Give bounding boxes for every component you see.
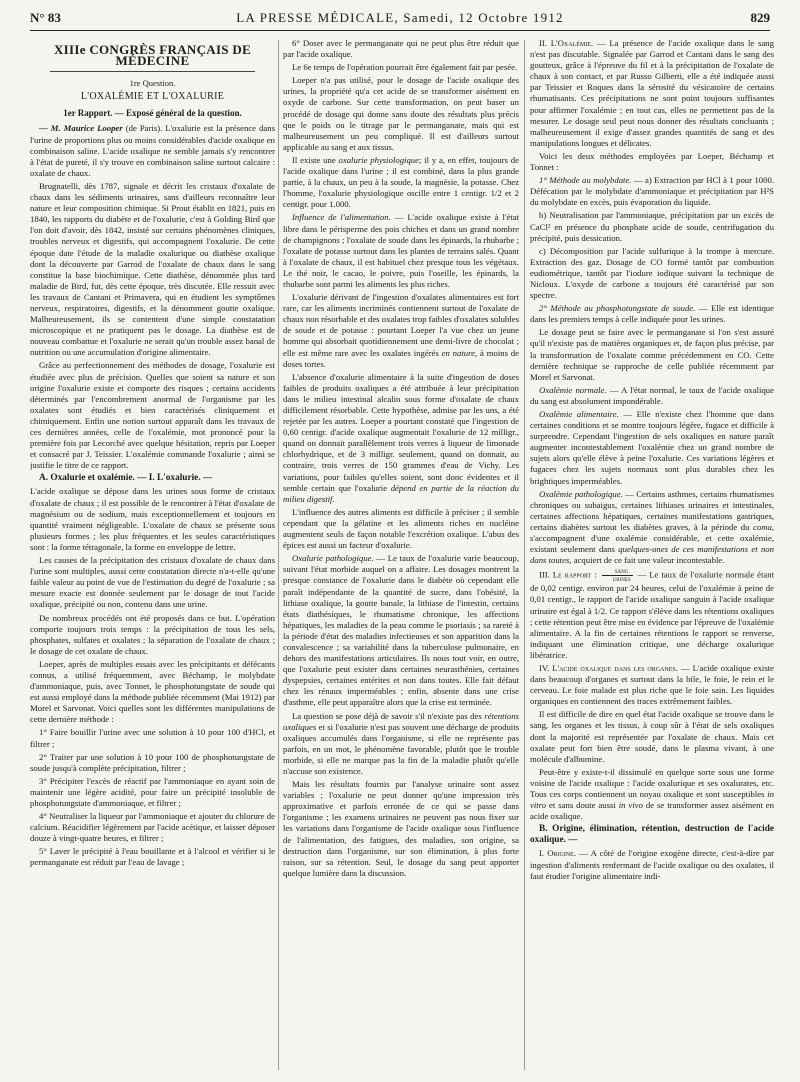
paragraph: Le dosage peut se faire avec le permanganate si l'on s'est assuré qu'il n'existe pas de matières organiques et, de façon plus précise, par la transformation de l'oxalate comme précédemment en CO. Cette dernière technique se rapproche de celle publiée récemment par Morel et Sarvonat. (530, 327, 774, 382)
paragraph: Il existe une oxalurie physiologique; il y a, en effet, toujours de l'acide oxalique dans l'urine ; il est combiné, dans la plus grande partie, à la chaux, un peu à la soude, la magnésie, la potasse. Chez l'homme, l'oxalurie physiologique oscille entre 1 centigr. 1/2 et 2 centigr. pour 1.000. (283, 154, 519, 210)
publication-title: LA PRESSE MÉDICALE, Samedi, 12 Octobre 1912 (236, 10, 564, 25)
column-divider (524, 40, 525, 1070)
paragraph: Les causes de la précipitation des cristaux d'oxalate de chaux dans l'urine sont multiples, aussi cette constatation directe n'a-t-elle qu'une faible valeur au point de vue de l'estimation du degré de l'oxalurie ; sa mesure exacte est donnée seulement par le dosage de tout l'acide oxalique, précipité ou non, contenu dans une urine. (30, 555, 275, 610)
section-heading: B. Origine, élimination, rétention, destruction de l'acide oxalique. — (530, 824, 774, 846)
paragraph: Le 6e temps de l'opération pourrait être également fait par pesée. (292, 62, 518, 73)
column-1 (30, 38, 275, 1078)
page-header (30, 8, 770, 31)
subsection-head: II. L'Oxalémie. (539, 38, 594, 48)
column-2 (283, 38, 519, 1078)
title-rule (50, 71, 255, 72)
question-title: L'OXALÉMIE ET L'OXALURIE (80, 91, 225, 103)
paragraph: Influence de l'alimentation. — L'acide oxalique existe à l'état libre dans le périsperme des pois chiches et dans un grand nombre de champignons ; l'oxalate de soude dans les épinards, la rhubarbe ; l'oxalate de potasse surtout dans les plantes de terrains salés. Quant à l'oxalate de chaux, il est habituel chez presque tous les végétaux. Le thé noir, le cacao, le poivre, puis l'oseille, les épinards, la rhubarbe sont parmi les aliments les plus riches. (283, 212, 519, 289)
method-step: 4° Neutraliser la liqueur par l'ammoniaque et ajouter du chlorure de calcium. Réacidifier légèrement par l'acide acétique, et laisser déposer douze à vingt-quatre heures, et filtrer ; (30, 811, 275, 844)
ratio-fraction: $\frac{\text{sang}}{\text{urines}}$ (602, 568, 633, 583)
question-number: 1re Question. (129, 78, 176, 89)
paragraph: De nombreux procédés ont été proposés dans ce but. L'opération comporte toujours trois temps : la précipitation de tous les sels, phosphates, sulfates et oxalates ; la séparation de l'oxalate de chaux ; le dosage de cet oxalate de chaux. (30, 612, 275, 656)
paragraph: II. L'Oxalémie. — La présence de l'acide oxalique dans le sang n'est pas discutable. Signalée par Garrod et Cantani dans le sang des goutteux, grâce à l'épreuve du fil et à la précipitation de l'oxalate de chaux à son contact, et par Russo Gilberti, elle a été indiquée aussi par Teissier et Roques dans la sérosité du vésicatoire de certains rhumatisants. Ces précipitations ne sont point toujours suffisantes pour affirmer l'oxalémie ; en tout cas, elles ne permettent pas de la mesurer. Le dosage seul peut nous donner des résultats concluants ; malheureusement il exige d'assez grandes quantités de sang et des manipulations longues et délicates. (530, 38, 774, 148)
subsection-head: III. Le rapport : (539, 569, 597, 580)
rapport-label: 1er Rapport. — Exposé général de la question. (63, 108, 242, 119)
paragraph: Oxalémie normale. — A l'état normal, le taux de l'acide oxalique du sang est absolument impondérable. (530, 384, 774, 406)
paragraph: La question se pose déjà de savoir s'il n'existe pas des rétentions oxaliques et si l'oxalurie n'est pas souvent une décharge de produits oxaliques accumulés dans l'organisme, si elle ne représente pas parfois, en un mot, le phénomène favorable, plutôt que le trouble morbide, si elle ne marque pas la fin de la maladie plutôt qu'elle n'accuse son existence. (283, 710, 519, 776)
paragraph: Oxalémie pathologique. — Certains asthmes, certains rhumatismes chroniques ou subaigus, certaines lithiases urinaires et intestinales, certaines affections hépatiques, certaines manifestations gastriques, certains diabètes surtout les diabètes graves, à la période du coma, s'accompagnent d'une oxalémie considérable, et cette oxalémie, existant seulement dans quelques-unes de ces manifestations et non dans toutes, acquiert de ce fait une valeur incontestable. (530, 488, 774, 566)
paragraph: Loeper, après de multiples essais avec les précipitants et défécants connus, a utilisé fréquemment, avec Béchamp, le molybdate d'ammoniaque, puis, avec Tonnet, le phosphotungstate de soude qui est aussi employé dans la méthode publiée récemment (Mai 1912) par Morel et Sarvonat. Voici quelles sont les différentes manipulations de cette dernière méthode : (30, 658, 275, 725)
page-number: 829 (750, 10, 770, 25)
paragraph: L'acide oxalique se dépose dans les urines sous forme de cristaux d'oxalate de chaux ; il est possible de le rencontrer à l'état d'oxalate de magnésium ou de sodium, mais exceptionnellement et toujours en quantité vraiment négligeable. L'oxalate de chaux se présente sous plusieurs formes ; les plus fréquentes et les seules caractéristiques sont : la forme tétragonale, la forme en enveloppe de lettre. (30, 486, 275, 552)
paragraph: — M. Maurice Looper (de Paris). L'oxalurie est la présence dans l'urine de proportions plus ou moins considérables d'acide oxalique en combinaison saline. L'acide oxalique ne semble jamais s'y rencontrer à l'état de pureté, il s'y trouve en combinaison saline surtout calcaire : oxalate de chaux. (30, 123, 275, 178)
method-step: 2° Traiter par une solution à 10 pour 100 de phosphotungstate de soude jusqu'à complète précipitation, filtrer ; (30, 751, 275, 773)
author-name: — M. Maurice Looper (39, 123, 123, 134)
paragraph: Voici les deux méthodes employées par Loeper, Béchamp et Tonnet : (530, 150, 774, 173)
subsection-head: I. Origine. (539, 848, 577, 859)
paragraph: Oxalémie alimentaire. — Elle n'existe chez l'homme que dans certaines conditions et se montre toujours légère, fugace et difficile à surprendre. Cependant l'ingestion de sels oxaliques en nature paraît augmenter incontestablement l'oxalémie chez un grand nombre de sujets alors qu'elle élève à peine l'oxalurie. Ces variations légères et fugaces chez les sujets normaux sont plus durables chez les brightiques imperméables. (530, 409, 774, 486)
paragraph: 2° Méthode au phosphotungstate de soude. — Elle est identique dans les premiers temps à celle indiquée pour les urines. (530, 303, 774, 325)
method-step: 5° Laver le précipité à l'eau bouillante et à l'alcool et vérifier si le permanganate est réduit par l'eau de lavage ; (30, 846, 275, 868)
congress-title: XIIIe CONGRÈS FRANÇAIS DE MÉDECINE (53, 42, 252, 69)
paragraph: 1° Méthode au molybdate. — a) Extraction par HCl à 1 pour 1000. Défécation par le molybdate d'ammoniaque et précipitation par H²S du molybdate en excès, puis évaporation du liquide. (530, 175, 774, 208)
paragraph: L'influence des autres aliments est difficile à préciser ; il semble cependant que la gélatine et les aliments riches en nucléine augmentent seuls de façon notable l'excrétion oxalique. L'abus des épices est aussi un facteur d'oxalurie. (283, 506, 519, 551)
paragraph: Brugnatelli, dès 1787, signale et décrit les cristaux d'oxalate de chaux dans les sédiments urinaires, sans d'ailleurs reconnaître leur nature et leur composition chimique. Si Prout établit en 1821, puis en 1840, les rapports du diabète et de l'oxalurie, c'est à Golding Bird que l'on doit d'avoir, dès 1842, insisté sur certains phénomènes cliniques, troubles nerveux et digestifs, qui accompagnent l'oxalurie. De cette époque date l'étude de la maladie oxalurique ou diathèse oxalique dont la découverte par Garrod de l'oxalate de chaux dans le sang constitue la base biochimique. Cette diathèse, dénommée plus tard maladie de Bird, fut, dès cette époque, très discutée. Elle ressuit avec les travaux de Cantani et Primavera, qui en étudient les symptômes nerveux, respiratoires, digestifs, et la dénomment goutte oxalique. Malheureusement, ils se contentent d'une simple constatation microscopique et ne pratiquent pas le dosage. La diathèse est de nouveau combattue et l'oxalurie ne serait qu'un trouble assez banal de nutrition ou une accumulation d'origine alimentaire. (30, 180, 275, 358)
paragraph: Grâce au perfectionnement des méthodes de dosage, l'oxalurie est étudiée avec plus de précision. Quelles que soient sa nature et son origine l'oxalurie existe et comporte des risques ; certains accidents déterminés par l'encombrement anormal de l'organisme par les oxalates sont étudiés et bien caractérisés cliniquement et chimiquement. Enfin une notion surtout apparaît dans les travaux de ces dernières années, celle de l'oxalémie, mot prononcé pour la première fois par Lecorché avec quelque hésitation, repris par Loeper et consacré par J. Teissier. L'oxalémie commande l'oxalurie ; ainsi se justifie le titre de ce rapport. (30, 360, 275, 471)
paragraph: c) Décomposition par l'acide sulfurique à la trompe à mercure. Extraction des gaz. Dosage de CO formé tantôt par combustion eudiométrique, tantôt par l'iodure iodique suivant la technique de Nicloux. L'oxyde de carbone a toujours été caractérisé par son spectre. (530, 245, 774, 301)
section-heading: A. Oxalurie et oxalémie. — I. L'oxalurie. — (39, 473, 213, 484)
paragraph: Loeper n'a pas utilisé, pour le dosage de l'acide oxalique des urines, la propriété qu'a cet acide de se transformer aisément en oxyde de carbone. Sur cette transformation, on peut baser un procédé de dosage qui donne sans doute des résultats plus précis que le poids ou le titrage par le permanganate, mais qui est malheureusement un peu compliqué. Il est d'ailleurs surtout applicable au sang et aux tissus. (283, 75, 519, 152)
column-3 (530, 38, 774, 1078)
subsection-head: IV. L'acide oxalique dans les organes. (539, 662, 678, 673)
paragraph: Peut-être y existe-t-il dissimulé en quelque sorte sous une forme voisine de l'acide oxalique : l'acide oxalurique et ses oxalurates, etc. Tous ces corps contiennent un noyau oxalique et sont susceptibles in vitro et sans doute aussi in vivo de se transformer assez aisément en acide oxalique. (530, 766, 774, 822)
paragraph: Il est difficile de dire en quel état l'acide oxalique se trouve dans le sang, les organes et les tissus, à coup sûr à l'état de sels oxaliques dont la majorité est représentée par l'oxalate de chaux. Mais cet oxalate peut fort bien être soudé, dans le plasma vivant, à une molécule d'albumine. (530, 709, 774, 764)
method-step: 3° Précipiter l'excès de réactif par l'ammoniaque en ayant soin de maintenir une légère acidité, pour faire un précipité insoluble de phosphotungstate d'ammoniaque, et filtrer ; (30, 775, 275, 808)
paragraph: I. Origine. — A côté de l'origine exogène directe, c'est-à-dire par ingestion d'aliments renfermant de l'acide oxalique ou des oxalates, il faut étudier l'origine alimentaire indi- (530, 848, 774, 881)
paragraph: L'oxalurie dérivant de l'ingestion d'oxalates alimentaires est fort rare, car les aliments incriminés contiennent surtout de l'oxalate de chaux non résorbable et des oxalates trop faibles d'oxalates solubles de soude et de potasse : pourtant Loeper l'a vue chez un jeune homme qui absorbait quotidiennement une demi-livre de chocolat ; elle est même rare avec les oxalates ingérés en nature, à moins de doses tortes. (283, 292, 519, 369)
paragraph: b) Neutralisation par l'ammoniaque, précipitation par un excès de CaCl² en présence du phosphate acide de soude, centrifugation du précipité, puis dessication. (530, 210, 774, 243)
paragraph: L'absence d'oxalurie alimentaire à la suite d'ingestion de doses faibles de produits oxaliques a été attribuée à leur précipitation dans le milieu intestinal alcalin sous forme d'oxalate de chaux difficilement résorbable. Cette hypothèse, admise par les uns, a été rejetée par les autres. Loeper a pourtant constaté que l'ingestion de 0,60 centigr. d'acide oxalique augmentait l'oxalurie de 12 milligr., quand on donnait parallèlement trois verres à liqueur de limonade chlorhydrique, et de 3 milligr. seulement, quand on donnait, au contraire, trois verres de 150 grammes d'eau de Vichy. Les variations, pour faibles qu'elles soient, sont donc évidentes et il semble certain que l'oxalurie dépend en partie de la réaction du milieu digestif. (283, 371, 519, 504)
method-step: 1° Faire bouillir l'urine avec une solution à 10 pour 100 d'HCl, et filtrer ; (30, 727, 275, 749)
paragraph: IV. L'acide oxalique dans les organes. — L'acide oxalique existe dans beaucoup d'organes et surtout dans la bile, le foie, le rein et le cerveau. Le foie malade est plus riche que le foie sain. Les liquides organiques en contiennent des traces extrêmement faibles. (530, 662, 774, 707)
paragraph: III. Le rapport : $\frac{\text{sang}}{\text{urines}}$ — Le taux de l'oxalurie normale étant de 0,02 centigr. environ par 24 heures, celui de l'oxalémie à peine de 0,01 centigr., le rapport de l'acide oxalique sanguin à l'acide oxalique urinaire est égal à 1/2. Ce rapport s'élève dans les rétentions oxaliques ; cette rétention peut être mise en évidence par l'épreuve de l'oxalémie alimentaire. A la fin de certaines rétentions le rapport se renverse, indiquant une élimination critique, une décharge oxalurique libératrice. (530, 568, 774, 660)
paragraph: Oxalurie pathologique. — Le taux de l'oxalurie varie beaucoup, suivant l'état morbide auquel on a affaire. Les dosages montrent la presque constance de l'oxalurie dans le diabète où cependant elle paraît indépendante de la quantité de sucre, dans l'obésité, la lithiase oxalique, la goutte banale, la lithiase de l'intestin, certains états diathésiques, le rhumatisme chronique, les affections hépatiques, les maladies de la peau comme le psoriasis ; sa rareté à la période d'état des maladies infectieuses et son apparition dans la convalescence ; sa variabilité dans la tuberculose pulmonaire, en dehors des manifestations articulaires. Ils nous tout voir, en outre, que l'oxalurie peut exister dans certaines neurasthénies, certaines dyspepsies, certaines entérites et non dans toutes. Elle fait défaut chez les rénaux imperméables ; enfin, absente dans une crise d'asthme, elle peut apparaître alors que la crise est terminée. (283, 553, 519, 708)
issue-number: N° 83 (30, 10, 61, 25)
paragraph: Mais les résultats fournis par l'analyse urinaire sont assez variables ; l'oxalurie ne peut donner qu'une impression très approximative et parfois erronée de ce qui se passe dans l'organisme ; les examens urinaires ne peuvent pas nous fixer sur les variations dans l'organisme de l'acide oxalique sous l'influence de l'alimentation, des fatigues, des maladies, son origine, sa destruction dans l'organisme, sur son élimination, à plus forte raison, sur sa rétention. Seul, le dosage du sang peut apporter quelque lumière dans la discussion. (283, 779, 519, 878)
method-step: 6° Doser avec le permanganate qui ne peut plus être réduit que par l'acide oxalique. (283, 38, 519, 60)
column-divider (278, 40, 279, 1070)
